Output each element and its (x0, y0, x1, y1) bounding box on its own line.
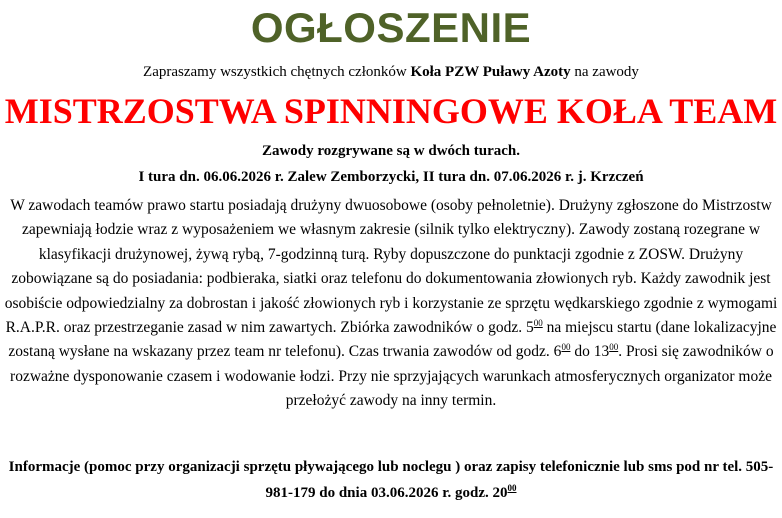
rules-text-2: na miejscu startu (dane lokalizacyjne zostaną wysłane na wskazany przez team nr telefonu). Czas trwania zawodów od godz. 6 (8, 319, 777, 361)
rules-text-3: do 13 (570, 343, 610, 361)
event-title: MISTRZOSTWA SPINNINGOWE KOŁA TEAM (4, 91, 778, 131)
end-time-minutes: 00 (609, 342, 619, 353)
contact-text: Informacje (pomoc przy organizacji sprzętu pływającego lub noclegu ) oraz zapisy telefonicznie lub sms pod nr tel. 505-981-179 do dnia 03.06.2026 r. godz. 20 (8, 459, 774, 501)
deadline-time-minutes: 00 (507, 483, 517, 493)
club-name: Koła PZW Puławy Azoty (410, 64, 571, 80)
dates-line: I tura dn. 06.06.2026 r. Zalew Zemborzycki, II tura dn. 07.06.2026 r. j. Krzczeń (138, 169, 644, 185)
invitation-suffix: na zawody (570, 64, 639, 80)
rules-text-1: W zawodach teamów prawo startu posiadają drużyny dwuosobowe (osoby pełnoletnie). Drużyny zgłoszone do Mistrzostw zapewniają łodzie wraz z wyposażeniem we własnym zakresie (silnik tylko elektryczny). Zawody zostaną rozegrane w klasyfikacji drużynowej, żywą rybą, 7-godzinną turą. Ryby dopuszczone do punktacji zgodnie z ZOSW. Drużyny zobowiązane są do posiadania: podbieraka, siatki oraz telefonu do dokumentowania złowionych ryb. Każdy zawodnik jest osobiście odpowiedzialny za dobrostan i jakość złowionych ryb i korzystanie ze sprzętu wędkarskiego zgodnie z wymogami R.A.P.R. oraz przestrzeganie zasad w nim zawartych. Zbiórka zawodników o godz. 5 (4, 197, 778, 337)
rules-text-4: . Prosi się zawodników o rozważne dysponowanie czasem i wodowanie łodzi. Przy nie sprzyjających warunkach atmosferycznych organizator może przełożyć zawody na inny termin. (10, 343, 774, 410)
rules-paragraph (4, 194, 778, 414)
invitation-line (0, 64, 782, 81)
notice-heading: OGŁOSZENIE (250, 4, 532, 51)
gather-time-minutes: 00 (533, 318, 543, 329)
contact-info (4, 454, 778, 506)
start-time-minutes: 00 (561, 342, 571, 353)
invitation-text: Zapraszamy wszystkich chętnych członków (143, 64, 411, 80)
rounds-line: Zawody rozgrywane są w dwóch turach. (261, 143, 521, 159)
